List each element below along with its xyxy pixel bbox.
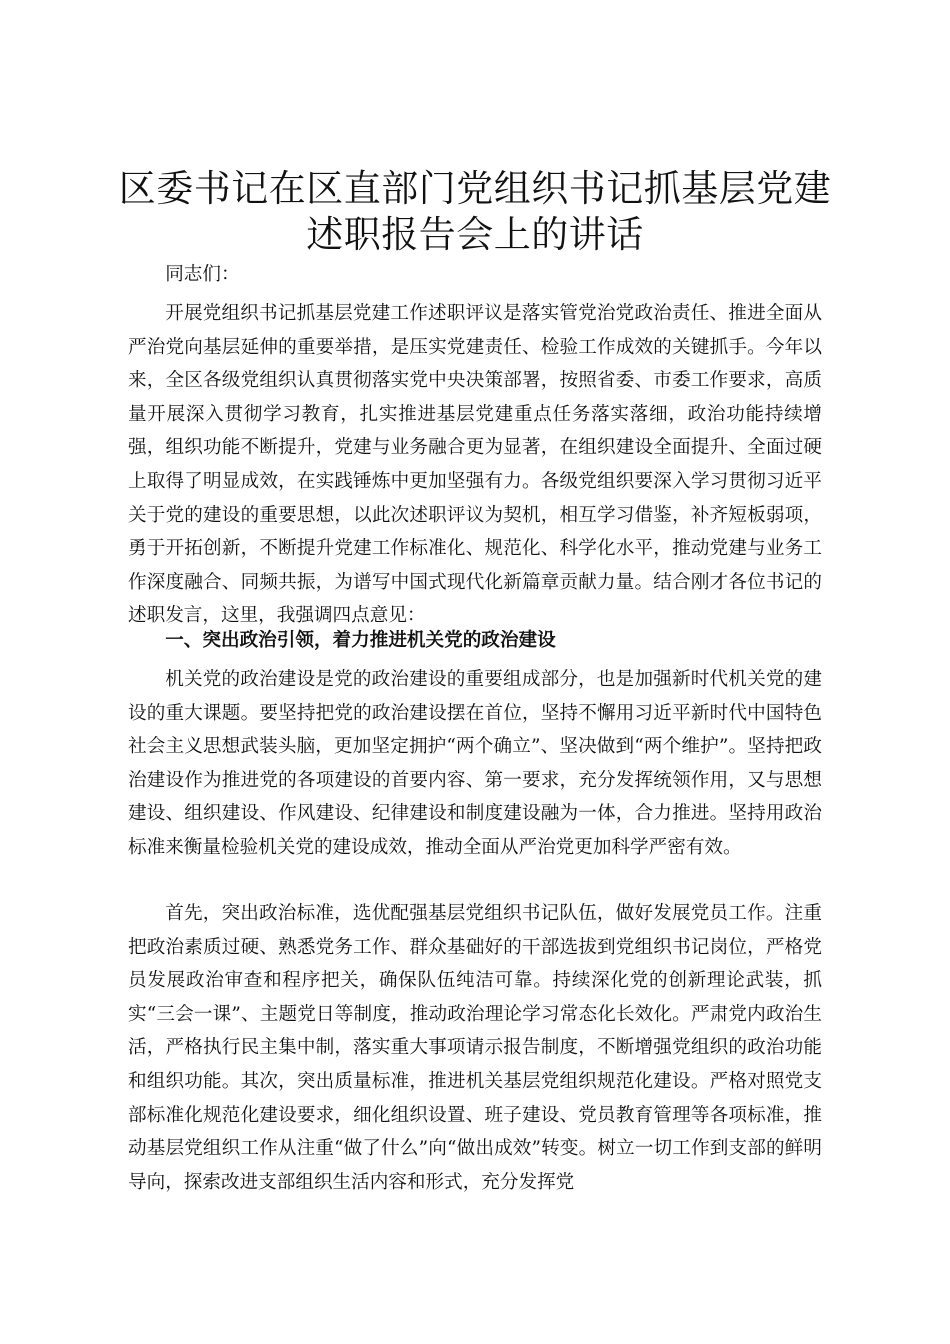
paragraph-section-1: 机关党的政治建设是党的政治建设的重要组成部分，也是加强新时代机关党的建设的重大课题。要坚持把党的政治建设摆在首位，坚持不懈用习近平新时代中国特色社会主义思想武装头脑，更加坚定拥护“两个确立”、坚决做到“两个维护”。坚持把政治建设作为推进党的各项建设的首要内容、第一要求，充分发挥统领作用，又与思想建设、组织建设、作风建设、纪律建设和制度建设融为一体，合力推进。坚持用政治标准来衡量检验机关党的建设成效，推动全面从严治党更加科学严密有效。	[128, 669, 822, 858]
paragraph-intro: 开展党组织书记抓基层党建工作述职评议是落实管党治党政治责任、推进全面从严治党向基层延伸的重要举措，是压实党建责任、检验工作成效的关键抓手。今年以来，全区各级党组织认真贯彻落实党中央决策部署，按照省委、市委工作要求，高质量开展深入贯彻学习教育，扎实推进基层党建重点任务落实落细，政治功能持续增强，组织功能不断提升，党建与业务融合更为显著，在组织建设全面提升、全面过硬上取得了明显成效，在实践锤炼中更加坚强有力。各级党组织要深入学习贯彻习近平关于党的建设的重要思想，以此次述职评议为契机，相互学习借鉴，补齐短板弱项，勇于开拓创新，不断提升党建工作标准化、规范化、科学化水平，推动党建与业务工作深度融合、同频共振，为谱写中国式现代化新篇章贡献力量。结合刚才各位书记的述职发言，这里，我强调四点意见：	[128, 303, 822, 627]
document-title: 区委书记在区直部门党组织书记抓基层党建述职报告会上的讲话	[118, 167, 832, 256]
paragraph-section-1-continued: 首先，突出政治标准，选优配强基层党组织书记队伍，做好发展党员工作。注重把政治素质过硬、熟悉党务工作、群众基础好的干部选拔到党组织书记岗位，严格党员发展政治审查和程序把关，确保队伍纯洁可靠。持续深化党的创新理论武装，抓实“三会一课”、主题党日等制度，推动政治理论学习常态化长效化。严肃党内政治生活，严格执行民主集中制，落实重大事项请示报告制度，不断增强党组织的政治功能和组织功能。其次，突出质量标准，推进机关基层党组织规范化建设。严格对照党支部标准化规范化建设要求，细化组织设置、班子建设、党员教育管理等各项标准，推动基层党组织工作从注重“做了什么”向“做出成效”转变。树立一切工作到支部的鲜明导向，探索改进支部组织生活内容和形式，充分发挥党	[128, 903, 822, 1193]
salutation: 同志们：	[165, 264, 240, 285]
section-heading-1: 一、突出政治引领，着力推进机关党的政治建设	[165, 630, 556, 651]
